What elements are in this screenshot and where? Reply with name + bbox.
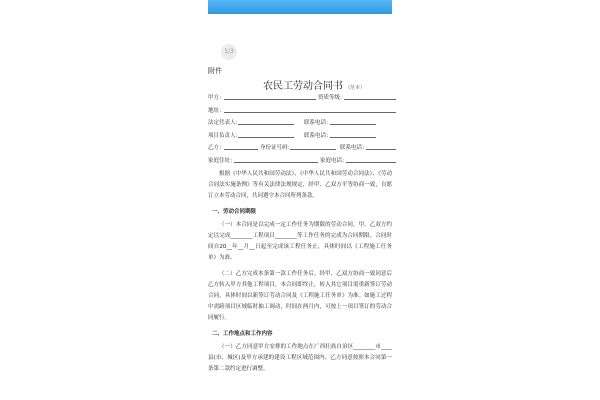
project-lead-label: 项目负责人： [208, 132, 242, 139]
home-address-line[interactable] [234, 162, 318, 163]
address-label: 地址： [208, 107, 225, 114]
project-lead-phone-label: 联系电话： [304, 132, 332, 139]
document-title: 农民工劳动合同书 [262, 81, 343, 92]
form-row-party-a [208, 93, 396, 106]
qualification-label: 资质等级： [318, 95, 346, 101]
title-row [244, 74, 384, 93]
section-1-paragraph-1: （一）本合同是以完成一定工作任务为期限的劳动合同。甲、乙双方约定以完成________工程项目________等工作任务的完成为合同期限。合同时间自20__年__月__日起至完成该工程任务止，具体时间以《工程施工任务单》为准。 [208, 222, 392, 261]
section-2-heading: 二、工作地点和工作内容 [212, 331, 273, 337]
legal-rep-phone-label: 联系电话： [304, 120, 332, 126]
section-1-paragraph-2: （二）乙方完成本条第一款工作任务后。经甲、乙双方协商一致同意后乙方转入甲方其他工程项目，本合同即终止，转入其它项目需重新签订劳动合同，具体时间以新签订劳动合同及《工程施工任务单》为准。如施工过程中需跨项目区域临时抽工调动，时间在两月内，可按上一项目签订的劳动合同履行。 [208, 271, 392, 321]
legal-rep-phone-line[interactable] [330, 124, 376, 125]
form-row-party-b [208, 143, 396, 156]
page-number-badge: 1/3 [221, 44, 237, 60]
section-2-paragraph-1: （一）乙方同意甲方安排的工作地点在广西壮族自治区________市____县(市、城区)及甲方承建的建设工程区域范围内。乙方同意按照本合同第一条第二款约定进行调整。 [208, 344, 392, 372]
party-info-form [208, 93, 396, 168]
party-b-label: 乙方： [208, 145, 225, 151]
home-phone-label: 家庭电话： [320, 157, 348, 164]
id-number-label: 身份证号码： [260, 145, 294, 151]
legal-rep-line[interactable] [238, 124, 294, 125]
form-row-legal-rep [208, 118, 396, 131]
party-a-label: 甲方： [208, 95, 225, 101]
project-lead-phone-line[interactable] [330, 137, 376, 138]
id-number-line[interactable] [290, 149, 336, 150]
form-row-home [208, 156, 396, 169]
party-b-phone-label: 联系电话： [340, 145, 368, 151]
document-subtitle: （范本） [344, 85, 365, 91]
section-1-heading: 一、劳动合同期限 [212, 209, 257, 215]
qualification-line[interactable] [344, 99, 396, 100]
project-lead-line[interactable] [238, 137, 294, 138]
home-phone-line[interactable] [346, 162, 396, 163]
party-b-phone-line[interactable] [366, 149, 396, 150]
party-b-line[interactable] [224, 149, 258, 150]
address-line[interactable] [224, 112, 396, 113]
form-row-address [208, 106, 396, 119]
contract-body [208, 169, 392, 380]
form-row-project-lead [208, 131, 396, 144]
top-banner [208, 0, 392, 14]
intro-paragraph: 根据《中华人民共和国劳动法》、《中华人民共和国劳动合同法》、《劳动合同法实施条例》等有关法律法规规定，经甲、乙双方平等协商一致，自愿订立本劳动合同，共同遵守本合同所列条款。 [208, 171, 392, 199]
legal-rep-label: 法定代表人： [208, 120, 242, 126]
attachment-note: 附件 [208, 67, 222, 75]
home-address-label: 家庭住址： [208, 157, 236, 164]
party-a-line[interactable] [224, 99, 316, 100]
